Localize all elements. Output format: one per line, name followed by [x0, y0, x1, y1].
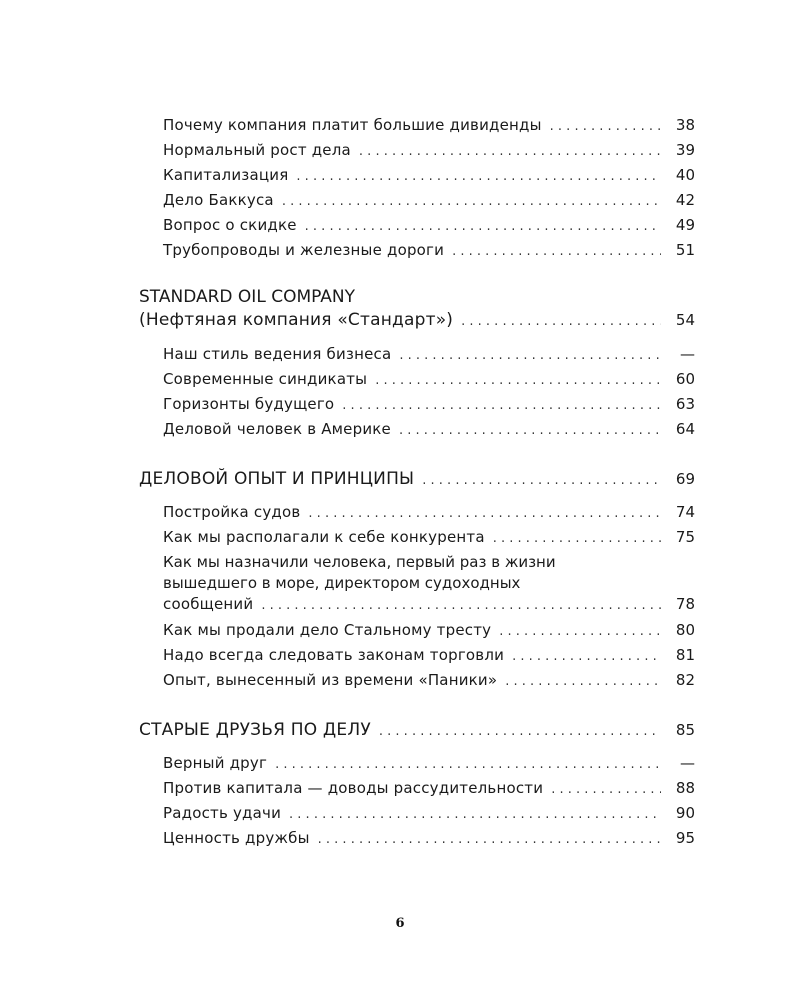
toc-entry-title: Трубопроводы и железные дороги: [163, 241, 445, 259]
toc-entry-title: Верный друг: [163, 754, 268, 772]
leader-dots: [308, 501, 661, 526]
toc-entry-title: Ценность дружбы: [163, 829, 310, 847]
page-number: 6: [395, 916, 405, 931]
toc-entry-page: —: [680, 754, 695, 772]
toc-entry: [139, 113, 695, 138]
section-page: 85: [675, 721, 695, 739]
leader-dots: [261, 595, 661, 616]
toc-entry-title: Как мы располагали к себе конкурента: [163, 528, 485, 546]
leader-dots: [342, 393, 661, 418]
toc-entry-page: 78: [675, 595, 695, 613]
toc-entry-title: Нормальный рост дела: [163, 141, 351, 159]
toc-entry: [139, 163, 695, 188]
toc-section-heading: [139, 466, 695, 493]
leader-dots: [512, 644, 661, 669]
toc-entry-page: —: [680, 345, 695, 363]
toc-entry: [139, 188, 695, 213]
toc-entry-page: 42: [675, 191, 695, 209]
toc-entry-page: 80: [675, 621, 695, 639]
toc-entry: [139, 417, 695, 442]
toc-entry-title: Против капитала — доводы рассудительности: [163, 779, 544, 797]
toc-entry-title: Горизонты будущего: [163, 395, 335, 413]
leader-dots: [505, 669, 661, 694]
leader-dots: [375, 368, 661, 393]
toc-entry-title: Деловой человек в Америке: [163, 420, 391, 438]
leader-dots: [318, 827, 661, 852]
leader-dots: [452, 239, 661, 264]
toc-entry-title: Постройка судов: [163, 503, 301, 521]
leader-dots: [282, 189, 661, 214]
section-gap: [139, 693, 695, 717]
leader-dots: [499, 619, 661, 644]
toc-entry-title: Надо всегда следовать законам торговли: [163, 646, 505, 664]
toc-entry-title: Почему компания платит большие дивиденды: [163, 116, 542, 134]
toc-section-heading: [139, 287, 695, 335]
toc-entry-title: Как мы продали дело Стальному тресту: [163, 621, 492, 639]
toc-entry-title: Наш стиль ведения бизнеса: [163, 345, 392, 363]
toc-entry-title-line2: вышедшего в море, директором судоходных: [163, 574, 521, 592]
leader-dots: [493, 526, 661, 551]
section-gap: [139, 263, 695, 287]
toc-entry-page: 60: [675, 370, 695, 388]
toc-entry-page: 38: [675, 116, 695, 134]
section-title: ДЕЛОВОЙ ОПЫТ И ПРИНЦИПЫ: [139, 469, 415, 489]
toc-entry: [139, 668, 695, 693]
section-page: 69: [675, 470, 695, 488]
toc-entry-page: 88: [675, 779, 695, 797]
section-gap: [139, 744, 695, 751]
toc-entry: [139, 367, 695, 392]
toc-entry-title: Опыт, вынесенный из времени «Паники»: [163, 671, 498, 689]
leader-dots: [551, 777, 661, 802]
toc-entry: [139, 826, 695, 851]
toc-entry: [139, 801, 695, 826]
toc-section-heading: [139, 717, 695, 744]
table-of-contents: [139, 113, 695, 851]
leader-dots: [399, 418, 661, 443]
toc-entry-page: 82: [675, 671, 695, 689]
toc-entry-page: 39: [675, 141, 695, 159]
toc-entry-title: Вопрос о скидке: [163, 216, 297, 234]
toc-entry-page: 74: [675, 503, 695, 521]
leader-dots: [399, 343, 661, 368]
toc-entry-title-line1: Как мы назначили человека, первый раз в жизни: [163, 553, 556, 571]
leader-dots: [461, 309, 661, 334]
leader-dots: [379, 718, 661, 745]
section-title-line1: STANDARD OIL COMPANY: [139, 287, 356, 307]
toc-entry: [139, 138, 695, 163]
toc-entry-page: 81: [675, 646, 695, 664]
leader-dots: [550, 114, 661, 139]
toc-entry-page: 64: [675, 420, 695, 438]
section-title: СТАРЫЕ ДРУЗЬЯ ПО ДЕЛУ: [139, 720, 371, 740]
toc-entry: [139, 776, 695, 801]
toc-entry: [139, 238, 695, 263]
toc-entry-title: Современные синдикаты: [163, 370, 368, 388]
toc-entry: [139, 342, 695, 367]
toc-entry-page: 63: [675, 395, 695, 413]
toc-entry: [139, 751, 695, 776]
leader-dots: [359, 139, 661, 164]
toc-entry: [139, 618, 695, 643]
toc-entry-multiline: [139, 550, 695, 618]
leader-dots: [275, 752, 661, 777]
toc-entry-page: 75: [675, 528, 695, 546]
toc-entry: [139, 213, 695, 238]
leader-dots: [296, 164, 661, 189]
leader-dots: [422, 467, 661, 494]
toc-entry-title: Радость удачи: [163, 804, 282, 822]
toc-entry-page: 49: [675, 216, 695, 234]
toc-entry: [139, 500, 695, 525]
toc-entry-page: 40: [675, 166, 695, 184]
toc-entry-title: Капитализация: [163, 166, 289, 184]
leader-dots: [289, 802, 661, 827]
section-page: 54: [675, 311, 695, 329]
toc-entry-page: 51: [675, 241, 695, 259]
toc-entry-title: Дело Баккуса: [163, 191, 274, 209]
section-title-line2: (Нефтяная компания «Стандарт»): [139, 310, 454, 330]
toc-entry: [139, 392, 695, 417]
toc-entry-title-line3: сообщений: [163, 595, 254, 613]
toc-entry-page: 90: [675, 804, 695, 822]
section-gap: [139, 335, 695, 342]
section-gap: [139, 493, 695, 500]
toc-entry-page: 95: [675, 829, 695, 847]
toc-entry: [139, 643, 695, 668]
section-gap: [139, 442, 695, 466]
leader-dots: [305, 214, 661, 239]
toc-entry: [139, 525, 695, 550]
